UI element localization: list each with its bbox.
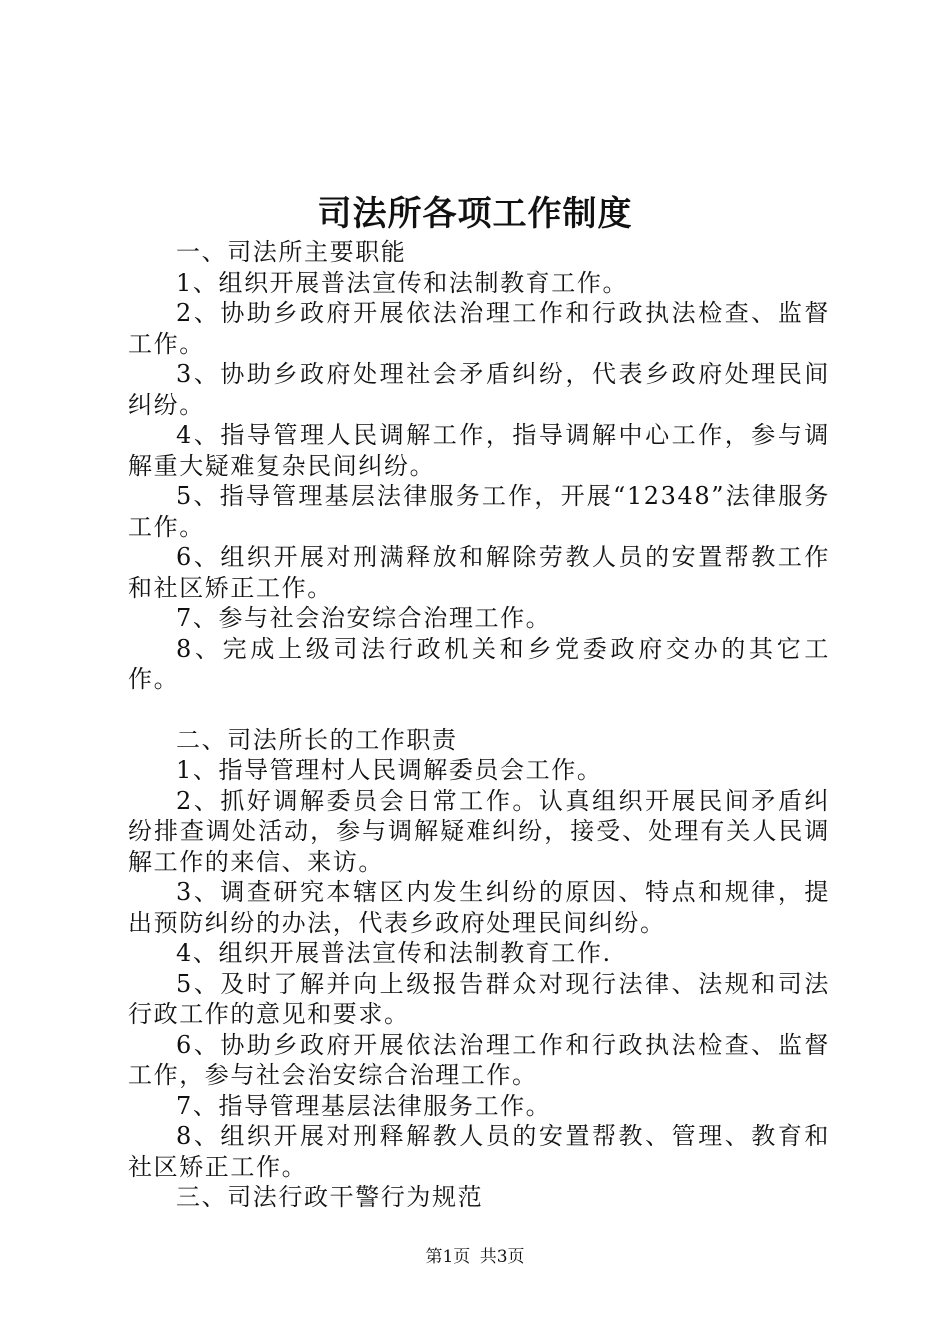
list-item: 6、组织开展对刑满释放和解除劳教人员的安置帮教工作和社区矫正工作。 xyxy=(128,543,830,602)
document-body xyxy=(128,237,830,1213)
list-item: 1、指导管理村人民调解委员会工作。 xyxy=(176,756,603,784)
list-item: 5、及时了解并向上级报告群众对现行法律、法规和司法行政工作的意见和要求。 xyxy=(128,969,830,1028)
list-item: 7、指导管理基层法律服务工作。 xyxy=(176,1091,552,1120)
list-item: 1、组织开展普法宣传和法制教育工作。 xyxy=(176,268,629,297)
list-item: 6、协助乡政府开展依法治理工作和行政执法检查、监督工作，参与社会治安综合治理工作。 xyxy=(128,1030,830,1089)
section-heading-1: 一、司法所主要职能 xyxy=(176,238,407,266)
list-item: 2、协助乡政府开展依法治理工作和行政执法检查、监督工作。 xyxy=(128,299,830,358)
list-item: 8、完成上级司法行政机关和乡党委政府交办的其它工作。 xyxy=(128,634,830,693)
list-item: 4、组织开展普法宣传和法制教育工作. xyxy=(176,939,612,967)
list-item: 4、指导管理人民调解工作，指导调解中心工作，参与调解重大疑难复杂民间纠纷。 xyxy=(128,421,830,480)
list-item: 5、指导管理基层法律服务工作，开展“12348”法律服务工作。 xyxy=(128,482,830,541)
paragraph-gap xyxy=(128,695,830,725)
list-item: 7、参与社会治安综合治理工作。 xyxy=(176,604,552,632)
section-heading-2: 二、司法所长的工作职责 xyxy=(176,725,458,754)
list-item: 3、调查研究本辖区内发生纠纷的原因、特点和规律，提出预防纠纷的办法，代表乡政府处理民间纠纷。 xyxy=(128,878,830,937)
section-heading-3: 三、司法行政干警行为规范 xyxy=(176,1183,484,1211)
list-item: 3、协助乡政府处理社会矛盾纠纷，代表乡政府处理民间纠纷。 xyxy=(128,360,830,419)
list-item: 8、组织开展对刑释解教人员的安置帮教、管理、教育和社区矫正工作。 xyxy=(128,1122,830,1181)
document-title: 司法所各项工作制度 xyxy=(317,194,633,234)
page-number-footer: 第1页 共3页 xyxy=(425,1247,525,1267)
list-item: 2、抓好调解委员会日常工作。认真组织开展民间矛盾纠纷排查调处活动，参与调解疑难纠纷，接受、处理有关人民调解工作的来信、来访。 xyxy=(128,786,830,876)
